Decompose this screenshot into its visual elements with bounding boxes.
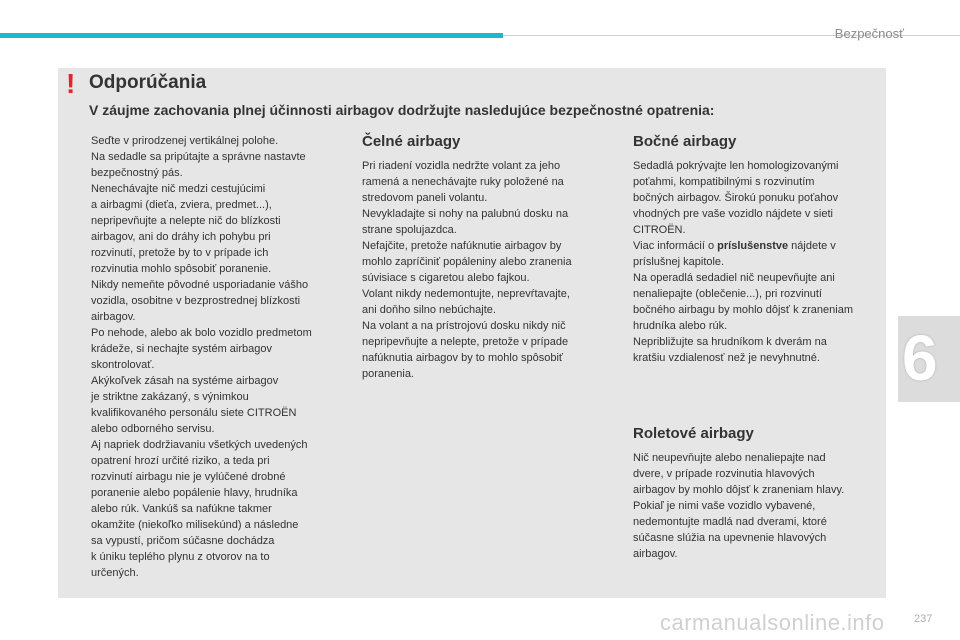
text-line: Nikdy nemeňte pôvodné usporiadanie vášho: [91, 279, 309, 291]
text-line: strane spolujazdca.: [362, 224, 457, 236]
text-line: určených.: [91, 567, 139, 579]
front-airbags-title: Čelné airbagy: [362, 133, 461, 150]
panel-heading: Odporúčania: [89, 72, 207, 93]
panel-subheading: V záujme zachovania plnej účinnosti airbagov dodržujte nasledujúce bezpečnostné opatrenia:: [89, 102, 715, 118]
text-line: nepripevňujte a nelepte, pretože v prípade: [362, 336, 569, 348]
text-line: alebo rúk. Vankúš sa nafúkne takmer: [91, 503, 272, 515]
section-title: Bezpečnosť: [834, 26, 904, 41]
text-line: Na operadlá sedadiel nič neupevňujte ani: [633, 272, 835, 284]
accessories-line-pre: Viac informácií o: [633, 240, 718, 252]
text-line: ramená a nenechávajte ruky položené na: [362, 176, 564, 188]
text-line: poranenie alebo popálenie hlavy, hrudníka: [91, 487, 298, 499]
watermark: carmanualsonline.info: [660, 610, 885, 635]
text-line: Akýkoľvek zásah na systéme airbagov: [91, 375, 279, 387]
text-line: Nefajčite, pretože nafúknutie airbagov by: [362, 240, 562, 252]
text-line: CITROËN.: [633, 224, 686, 236]
side-airbags-section: [633, 132, 885, 366]
text-line: vhodných pre vaše vozidlo nájdete v sieti: [633, 208, 833, 220]
accessories-line: [633, 238, 885, 254]
text-line: rozvinutia mohlo spôsobiť poranenie.: [91, 263, 272, 275]
text-line: nedemontujte madlá nad dverami, ktoré: [633, 516, 827, 528]
text-line: Nič neupevňujte alebo nenaliepajte nad: [633, 452, 826, 464]
text-line: ani doňho silno nebúchajte.: [362, 304, 496, 316]
text-line: krádeže, si nechajte systém airbagov: [91, 343, 272, 355]
text-line: Seďte v prirodzenej vertikálnej polohe.: [91, 135, 279, 147]
text-line: Aj napriek dodržiavaniu všetkých uvedených: [91, 439, 308, 451]
text-line: alebo odborného servisu.: [91, 423, 215, 435]
text-line: Nepribližujte sa hrudníkom k dverám na: [633, 336, 827, 348]
front-airbags-section: [362, 132, 610, 382]
side-airbags-title: Bočné airbagy: [633, 133, 737, 150]
top-accent-bar: [0, 33, 503, 38]
text-line: Pri riadení vozidla nedržte volant za jeho: [362, 160, 561, 172]
col1-lines: [91, 133, 343, 581]
text-line: nepripevňujte a nelepte nič do blízkosti: [91, 215, 281, 227]
text-line: rozvinutí airbagu nie je vylúčené drobné: [91, 471, 286, 483]
col4-lines: [633, 450, 885, 562]
text-line: Sedadlá pokrývajte len homologizovanými: [633, 160, 839, 172]
text-line: Na volant a na prístrojovú dosku nikdy nič: [362, 320, 566, 332]
curtain-airbags-title: Roletové airbagy: [633, 425, 754, 442]
text-line: kratšiu vzdialenosť než je nevyhnutné.: [633, 352, 820, 364]
text-line: Na sedadle sa pripútajte a správne nastavte: [91, 151, 306, 163]
curtain-airbags-section: [633, 424, 885, 562]
col2-lines: [362, 158, 610, 382]
text-line: poranenia.: [362, 368, 414, 380]
col3-lines-a: [633, 158, 885, 238]
text-line: airbagov.: [633, 548, 678, 560]
accessories-line-post: nájdete v: [788, 240, 836, 252]
text-line: súčasne slúžia na upevnenie hlavových: [633, 532, 827, 544]
text-line: Po nehode, alebo ak bolo vozidlo predmetom: [91, 327, 312, 339]
text-line: sa vypustí, pričom súčasne dochádza: [91, 535, 275, 547]
text-line: mohlo zapríčiniť popáleniny alebo zranenia: [362, 256, 572, 268]
text-line: Volant nikdy nedemontujte, neprevŕtavajte,: [362, 288, 570, 300]
text-line: vozidla, osobitne v bezprostrednej blízkosti: [91, 295, 301, 307]
text-line: bezpečnostný pás.: [91, 167, 183, 179]
text-line: airbagov, ani do dráhy ich pohybu pri: [91, 231, 271, 243]
text-line: Nenechávajte nič medzi cestujúcimi: [91, 183, 266, 195]
text-line: dvere, v prípade rozvinutia hlavových: [633, 468, 815, 480]
text-line: nafúknutia airbagov by to mohlo spôsobiť: [362, 352, 564, 364]
text-line: a airbagmi (dieťa, zviera, predmet...),: [91, 199, 272, 211]
chapter-number: 6: [902, 322, 938, 394]
text-line: poťahmi, kompatibilnými s rozvinutím: [633, 176, 815, 188]
page-number: 237: [914, 613, 933, 625]
text-line: súvisiace s cigaretou alebo fajkou.: [362, 272, 530, 284]
text-line: stredovom paneli volantu.: [362, 192, 488, 204]
text-line: airbagov.: [91, 311, 136, 323]
text-line: Pokiaľ je nimi vaše vozidlo vybavené,: [633, 500, 816, 512]
text-line: k úniku teplého plynu z otvorov na to: [91, 551, 270, 563]
text-line: opatrení hrozí určité riziko, a teda pri: [91, 455, 270, 467]
text-line: príslušnej kapitole.: [633, 256, 725, 268]
text-line: okamžite (niekoľko milisekúnd) a následne: [91, 519, 299, 531]
accessories-link-text: príslušenstve: [717, 240, 789, 252]
text-line: bočných airbagov. Širokú ponuku poťahov: [633, 192, 839, 204]
warning-icon: !: [66, 68, 76, 99]
text-line: airbagov by mohlo dôjsť k zraneniam hlavy.: [633, 484, 845, 496]
text-line: Nevykladajte si nohy na palubnú dosku na: [362, 208, 569, 220]
text-line: je striktne zakázaný, s výnimkou: [91, 391, 249, 403]
general-recommendations: [91, 133, 343, 581]
text-line: nenaliepajte (oblečenie...), pri rozvinutí: [633, 288, 822, 300]
col3-lines-b: [633, 254, 885, 366]
text-line: hrudníka alebo rúk.: [633, 320, 728, 332]
text-line: bočného airbagu by mohlo dôjsť k zraneniam: [633, 304, 853, 316]
text-line: skontrolovať.: [91, 359, 155, 371]
text-line: rozvinutí, pretože by to v prípade ich: [91, 247, 269, 259]
text-line: kvalifikovaného personálu siete CITROËN: [91, 407, 297, 419]
